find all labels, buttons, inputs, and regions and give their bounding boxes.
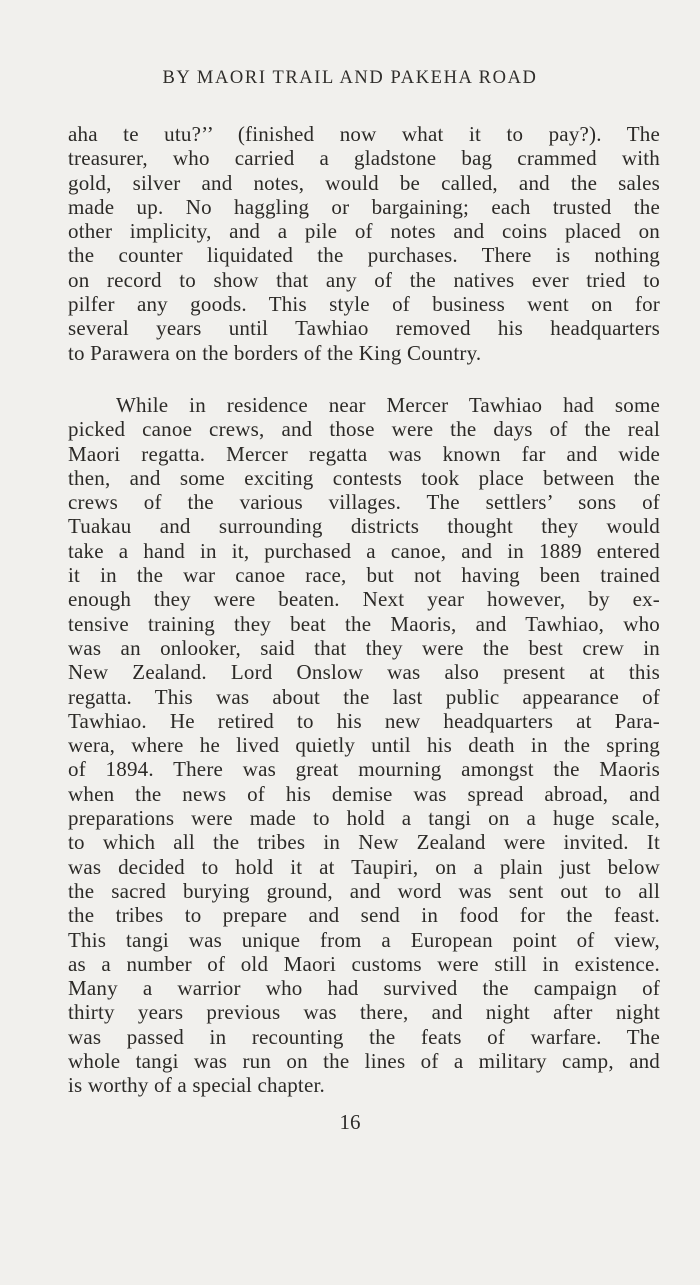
paragraph-2 <box>68 393 660 1098</box>
text-line: aha te utu?’’ (finished now what it to pay?). The <box>68 122 660 146</box>
text-line: tensive training they beat the Maoris, and Tawhiao, who <box>68 611 660 636</box>
text-line: thirty years previous was there, and night after night <box>68 1000 660 1025</box>
text-line: then, and some exciting contests took place between the <box>68 465 660 490</box>
text-line: Many a warrior who had survived the campaign of <box>68 976 660 1001</box>
text-line: was passed in recounting the feats of warfare. The <box>68 1024 660 1049</box>
text-line: to Parawera on the borders of the King Country. <box>68 340 482 365</box>
text-line: was decided to hold it at Taupiri, on a plain just below <box>68 854 660 879</box>
text-line: it in the war canoe race, but not having been trained <box>68 563 660 588</box>
text-line: the sacred burying ground, and word was sent out to all <box>68 878 660 903</box>
text-line: as a number of old Maori customs were still in existence. <box>68 951 660 976</box>
text-line: picked canoe crews, and those were the days of the real <box>68 417 660 442</box>
text-line: take a hand in it, purchased a canoe, and in 1889 entered <box>68 538 660 563</box>
text-line: was an onlooker, said that they were the best crew in <box>68 635 660 660</box>
text-line: when the news of his demise was spread abroad, and <box>68 781 660 806</box>
text-line: on record to show that any of the natives ever tried to <box>68 267 660 292</box>
text-line: crews of the various villages. The settlers’ sons of <box>68 490 660 515</box>
text-line: gold, silver and notes, would be called, and the sales <box>68 170 660 195</box>
page-number: 16 <box>339 1110 361 1134</box>
text-line: Tuakau and surrounding districts thought they would <box>68 514 660 539</box>
text-line: wera, where he lived quietly until his death in the spring <box>68 733 660 758</box>
text-line: of 1894. There was great mourning amongst the Maoris <box>68 757 660 782</box>
text-line: to which all the tribes in New Zealand were invited. It <box>68 830 660 855</box>
text-line: enough they were beaten. Next year however, by ex- <box>68 587 660 612</box>
text-line: New Zealand. Lord Onslow was also present at this <box>68 660 660 685</box>
text-line: preparations were made to hold a tangi on a huge scale, <box>68 806 660 831</box>
text-line: made up. No haggling or bargaining; each trusted the <box>68 194 660 219</box>
text-line: pilfer any goods. This style of business went on for <box>68 292 660 317</box>
text-line: treasurer, who carried a gladstone bag crammed with <box>68 146 660 171</box>
text-line: other implicity, and a pile of notes and coins placed on <box>68 219 660 244</box>
running-head: BY MAORI TRAIL AND PAKEHA ROAD <box>162 68 538 88</box>
text-line: This tangi was unique from a European point of view, <box>68 927 660 952</box>
text-line: regatta. This was about the last public appearance of <box>68 684 660 709</box>
text-line: While in residence near Mercer Tawhiao had some <box>116 393 660 417</box>
text-line: is worthy of a special chapter. <box>68 1073 325 1098</box>
text-line: whole tangi was run on the lines of a military camp, and <box>68 1049 660 1074</box>
text-line: Tawhiao. He retired to his new headquarters at Para- <box>68 708 660 733</box>
text-line: the tribes to prepare and send in food for the feast. <box>68 903 660 928</box>
paragraph-1 <box>68 122 660 365</box>
text-line: Maori regatta. Mercer regatta was known far and wide <box>68 441 660 466</box>
text-line: the counter liquidated the purchases. There is nothing <box>68 243 660 268</box>
text-line: several years until Tawhiao removed his headquarters <box>68 316 660 341</box>
